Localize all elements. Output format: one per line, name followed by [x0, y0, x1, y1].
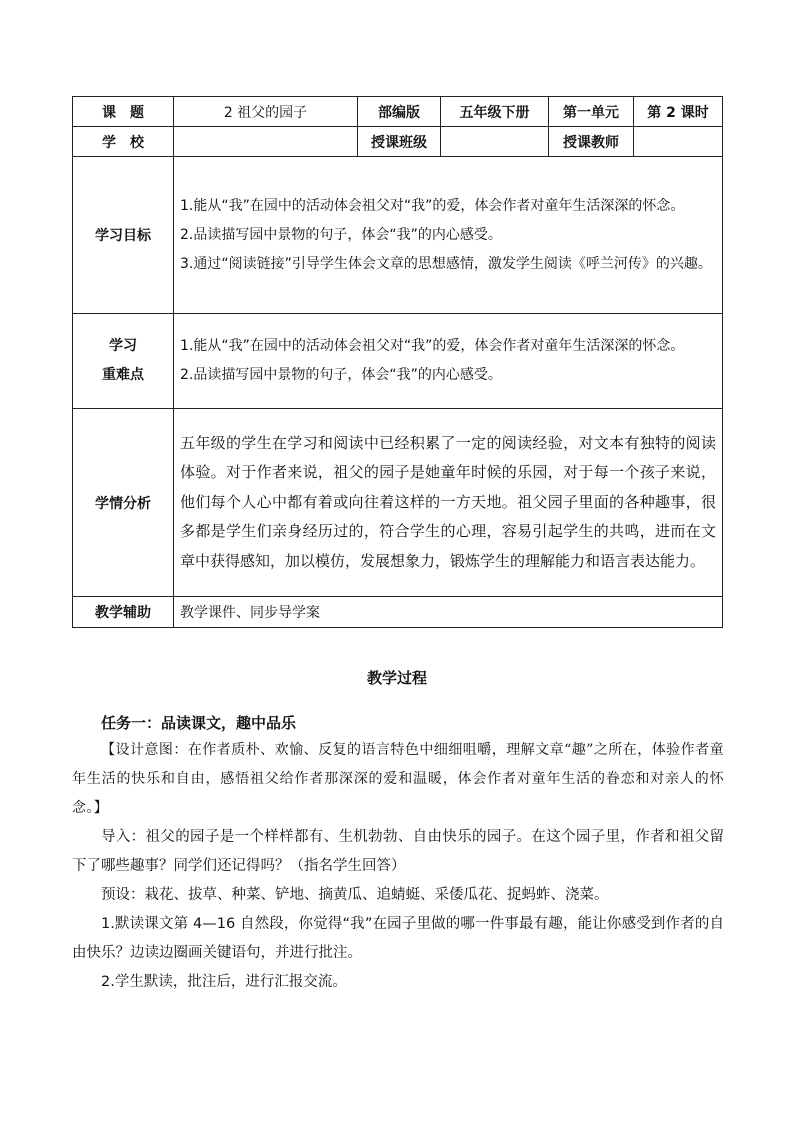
- step2-paragraph: 2.学生默读，批注后，进行汇报交流。: [101, 974, 347, 990]
- analysis-label: 学情分析: [73, 409, 174, 597]
- lesson-plan-table: [72, 96, 723, 628]
- school-label: 学 校: [73, 127, 174, 157]
- analysis-text: 五年级的学生在学习和阅读中已经积累了一定的阅读经验，对文本有独特的阅读体验。对于作者来说，祖父的园子是她童年时候的乐园，对于每一个孩子来说，他们每个人心中都有着或向往着这样的一方天地。祖父园子里面的各种趣事，很多都是学生们亲身经历过的，符合学生的心理，容易引起学生的共鸣，进而在文章中获得感知，加以模仿，发展想象力，锻炼学生的理解能力和语言表达能力。: [174, 409, 723, 597]
- key-points-label-line1: 学习: [109, 338, 137, 354]
- key-point-item: 2.品读描写园中景物的句子，体会“我”的内心感受。: [180, 367, 502, 383]
- lesson-title: 2 祖父的园子: [174, 97, 358, 127]
- period: 第 2 课时: [634, 97, 723, 127]
- class-label: 授课班级: [358, 127, 441, 157]
- process-title: 教学过程: [366, 669, 427, 687]
- class-value: [441, 127, 549, 157]
- aids-text: 教学课件、同步导学案: [174, 597, 723, 628]
- design-intent: 【设计意图：在作者质朴、欢愉、反复的语言特色中细细咀嚼，理解文章“趣”之所在，体验作者童年生活的快乐和自由，感悟祖父给作者那深深的爱和温暖，体会作者对童年生活的眷恋和对亲人的怀念。】: [72, 742, 724, 816]
- aids-label: 教学辅助: [73, 597, 174, 628]
- school-row: [73, 127, 723, 157]
- topic-label: 课 题: [73, 97, 174, 127]
- teacher-label: 授课教师: [549, 127, 634, 157]
- intro-paragraph: 导入：祖父的园子是一个样样都有、生机勃勃、自由快乐的园子。在这个园子里，作者和祖父留下了哪些趣事？同学们还记得吗？（指名学生回答）: [72, 829, 724, 874]
- goal-item: 2.品读描写园中景物的句子，体会“我”的内心感受。: [180, 226, 502, 243]
- grade: 五年级下册: [441, 97, 549, 127]
- teacher-value: [634, 127, 723, 157]
- aids-row: [73, 597, 723, 628]
- key-points-label: [73, 314, 174, 409]
- goals-label: 学习目标: [73, 157, 174, 314]
- key-points-content: [174, 314, 723, 409]
- unit: 第一单元: [549, 97, 634, 127]
- goals-content: [174, 157, 723, 314]
- preset-paragraph: 预设：栽花、拔草、种菜、铲地、摘黄瓜、追蜻蜓、采倭瓜花、捉蚂蚱、浇菜。: [101, 887, 609, 903]
- step1-paragraph: 1.默读课文第 4—16 自然段，你觉得“我”在园子里做的哪一件事最有趣，能让你感受到作者的自由快乐？边读边圈画关键语句，并进行批注。: [72, 916, 724, 961]
- goals-row: [73, 157, 723, 314]
- goal-item: 3.通过“阅读链接”引导学生体会文章的思想感情，激发学生阅读《呼兰河传》的兴趣。: [180, 255, 712, 272]
- key-points-row: [73, 314, 723, 409]
- key-point-item: 1.能从“我”在园中的活动体会祖父对“我”的爱，体会作者对童年生活深深的怀念。: [180, 338, 685, 354]
- process-body: [72, 736, 724, 997]
- header-row: [73, 97, 723, 127]
- analysis-row: [73, 409, 723, 597]
- school-value: [174, 127, 358, 157]
- task1-title: 任务一：品读课文，趣中品乐: [101, 714, 297, 732]
- edition: 部编版: [358, 97, 441, 127]
- key-points-label-line2: 重难点: [102, 367, 144, 383]
- goal-item: 1.能从“我”在园中的活动体会祖父对“我”的爱，体会作者对童年生活深深的怀念。: [180, 197, 685, 214]
